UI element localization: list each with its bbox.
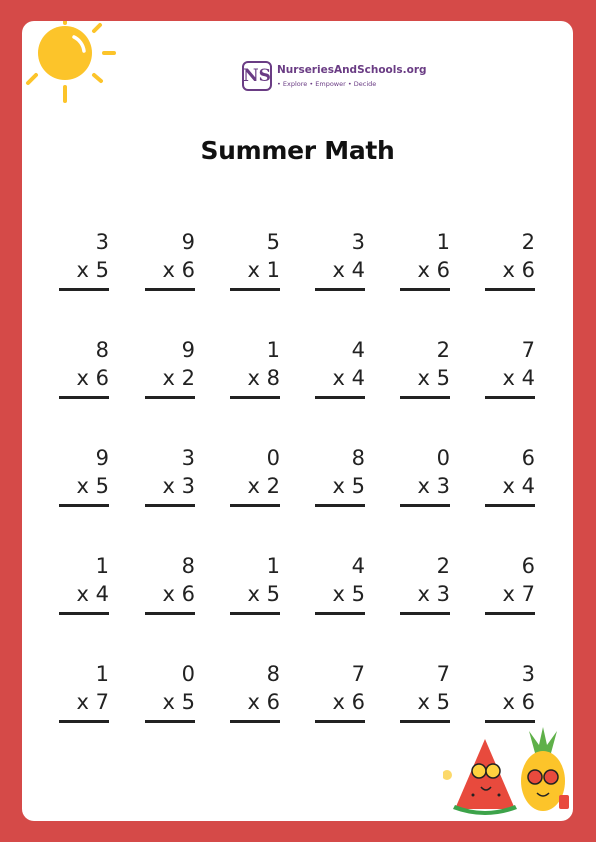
problem-multiplier: x 3 <box>162 474 195 498</box>
answer-line <box>485 612 535 615</box>
problem-multiplier: x 4 <box>502 474 535 498</box>
problem-multiplier: x 6 <box>502 690 535 714</box>
answer-line <box>485 288 535 291</box>
problem-multiplier: x 5 <box>417 690 450 714</box>
problem-top-number: 2 <box>521 230 535 254</box>
problem-r3-c4 <box>315 444 365 507</box>
answer-line <box>315 504 365 507</box>
problem-top-number: 1 <box>95 554 109 578</box>
problem-r3-c2 <box>145 444 195 507</box>
problem-multiplier: x 6 <box>502 258 535 282</box>
problem-multiplier: x 7 <box>502 582 535 606</box>
worksheet-page <box>22 21 573 821</box>
problem-top-number: 0 <box>181 662 195 686</box>
problem-multiplier: x 6 <box>332 690 365 714</box>
answer-line <box>485 396 535 399</box>
answer-line <box>400 396 450 399</box>
problem-top-number: 6 <box>521 446 535 470</box>
problem-multiplier: x 8 <box>247 366 280 390</box>
problem-top-number: 0 <box>436 446 450 470</box>
answer-line <box>145 288 195 291</box>
answer-line <box>230 612 280 615</box>
answer-line <box>230 720 280 723</box>
problem-top-number: 4 <box>351 338 365 362</box>
problem-r4-c1 <box>59 552 109 615</box>
problem-top-number: 8 <box>181 554 195 578</box>
problem-r5-c2 <box>145 660 195 723</box>
problem-top-number: 1 <box>95 662 109 686</box>
problem-top-number: 7 <box>521 338 535 362</box>
answer-line <box>315 288 365 291</box>
problem-multiplier: x 4 <box>502 366 535 390</box>
problem-multiplier: x 6 <box>417 258 450 282</box>
problem-top-number: 2 <box>436 338 450 362</box>
problem-r4-c3 <box>230 552 280 615</box>
answer-line <box>59 612 109 615</box>
problem-top-number: 9 <box>181 230 195 254</box>
problem-multiplier: x 5 <box>76 474 109 498</box>
problem-multiplier: x 5 <box>162 690 195 714</box>
problem-multiplier: x 5 <box>247 582 280 606</box>
problem-top-number: 3 <box>181 446 195 470</box>
page-title: Summer Math <box>200 136 395 165</box>
problem-multiplier: x 2 <box>162 366 195 390</box>
problem-r1-c5 <box>400 228 450 291</box>
answer-line <box>145 612 195 615</box>
problem-multiplier: x 7 <box>76 690 109 714</box>
problem-top-number: 8 <box>351 446 365 470</box>
brand-logo[interactable] <box>242 61 427 91</box>
problem-top-number: 1 <box>266 338 280 362</box>
problem-top-number: 2 <box>436 554 450 578</box>
problem-multiplier: x 6 <box>247 690 280 714</box>
answer-line <box>400 612 450 615</box>
problem-multiplier: x 3 <box>417 582 450 606</box>
problem-r2-c6 <box>485 336 535 399</box>
problem-top-number: 3 <box>95 230 109 254</box>
brand-tagline: • Explore • Empower • Decide <box>277 79 377 88</box>
answer-line <box>230 504 280 507</box>
problem-r1-c4 <box>315 228 365 291</box>
problem-r2-c1 <box>59 336 109 399</box>
problem-r1-c6 <box>485 228 535 291</box>
problem-top-number: 3 <box>351 230 365 254</box>
problem-top-number: 5 <box>266 230 280 254</box>
problem-multiplier: x 5 <box>417 366 450 390</box>
answer-line <box>485 504 535 507</box>
answer-line <box>315 720 365 723</box>
problem-r5-c4 <box>315 660 365 723</box>
problem-r2-c3 <box>230 336 280 399</box>
answer-line <box>59 288 109 291</box>
problem-r4-c6 <box>485 552 535 615</box>
problem-r2-c4 <box>315 336 365 399</box>
problem-top-number: 4 <box>351 554 365 578</box>
problem-top-number: 6 <box>521 554 535 578</box>
answer-line <box>315 396 365 399</box>
answer-line <box>400 288 450 291</box>
problem-top-number: 7 <box>351 662 365 686</box>
problem-multiplier: x 6 <box>76 366 109 390</box>
answer-line <box>400 720 450 723</box>
answer-line <box>230 396 280 399</box>
problem-multiplier: x 5 <box>76 258 109 282</box>
problem-multiplier: x 6 <box>162 258 195 282</box>
problem-top-number: 9 <box>181 338 195 362</box>
problem-multiplier: x 5 <box>332 582 365 606</box>
problem-top-number: 1 <box>436 230 450 254</box>
problem-r5-c6 <box>485 660 535 723</box>
problem-r5-c5 <box>400 660 450 723</box>
problem-r3-c5 <box>400 444 450 507</box>
problem-r4-c4 <box>315 552 365 615</box>
problem-r3-c1 <box>59 444 109 507</box>
logo-icon: NS <box>242 61 272 91</box>
answer-line <box>485 720 535 723</box>
problem-top-number: 7 <box>436 662 450 686</box>
problem-r4-c5 <box>400 552 450 615</box>
problem-r1-c3 <box>230 228 280 291</box>
answer-line <box>145 396 195 399</box>
answer-line <box>59 504 109 507</box>
problem-r3-c6 <box>485 444 535 507</box>
fruit-decoration <box>443 725 573 821</box>
problem-r2-c2 <box>145 336 195 399</box>
problem-multiplier: x 4 <box>332 258 365 282</box>
answer-line <box>400 504 450 507</box>
problem-top-number: 9 <box>95 446 109 470</box>
problem-top-number: 0 <box>266 446 280 470</box>
answer-line <box>230 288 280 291</box>
problem-r5-c1 <box>59 660 109 723</box>
pineapple-icon <box>521 727 569 811</box>
watermelon-icon <box>443 739 517 815</box>
problem-multiplier: x 5 <box>332 474 365 498</box>
answer-line <box>59 720 109 723</box>
problem-r5-c3 <box>230 660 280 723</box>
problem-r3-c3 <box>230 444 280 507</box>
answer-line <box>145 720 195 723</box>
problem-multiplier: x 1 <box>247 258 280 282</box>
problem-r1-c2 <box>145 228 195 291</box>
sun-icon <box>22 21 132 121</box>
problem-multiplier: x 2 <box>247 474 280 498</box>
problem-top-number: 8 <box>266 662 280 686</box>
brand-name: NurseriesAndSchools.org <box>277 64 427 76</box>
answer-line <box>315 612 365 615</box>
problem-top-number: 3 <box>521 662 535 686</box>
problem-r4-c2 <box>145 552 195 615</box>
problem-top-number: 8 <box>95 338 109 362</box>
problem-r1-c1 <box>59 228 109 291</box>
problem-multiplier: x 4 <box>76 582 109 606</box>
answer-line <box>145 504 195 507</box>
problem-multiplier: x 4 <box>332 366 365 390</box>
answer-line <box>59 396 109 399</box>
problem-multiplier: x 6 <box>162 582 195 606</box>
problem-top-number: 1 <box>266 554 280 578</box>
problem-multiplier: x 3 <box>417 474 450 498</box>
problem-r2-c5 <box>400 336 450 399</box>
